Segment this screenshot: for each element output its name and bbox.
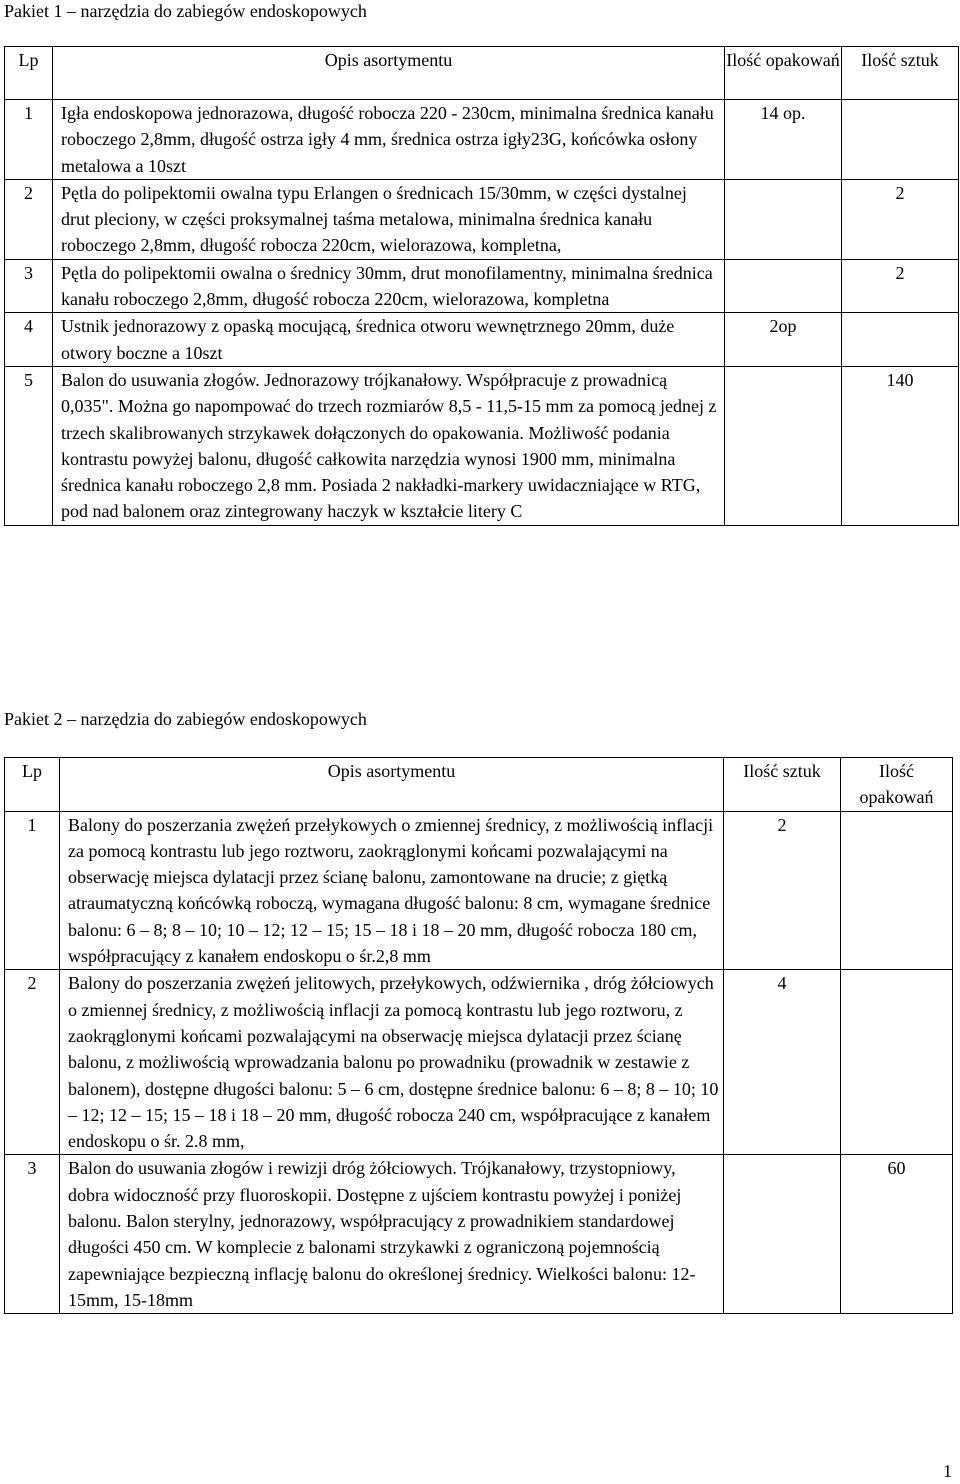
table-row xyxy=(5,100,959,180)
row-col3: 2 xyxy=(724,811,841,970)
row-lp: 3 xyxy=(5,259,53,313)
row-col4: 140 xyxy=(842,366,959,525)
row-desc: Igła endoskopowa jednorazowa, długość robocza 220 - 230cm, minimalna średnica kanału roboczego 2,8mm, długość ostrza igły 4 mm, średnica ostrza igły23G, końcówka osłony metalowa a 10szt xyxy=(53,100,725,180)
header-desc: Opis asortymentu xyxy=(60,758,724,812)
row-col3 xyxy=(725,366,842,525)
header-desc: Opis asortymentu xyxy=(53,47,725,100)
table-row xyxy=(5,811,953,970)
table-row xyxy=(5,179,959,259)
row-lp: 5 xyxy=(5,366,53,525)
header-col3: Ilość opakowań xyxy=(725,47,842,100)
header-col4: Ilość opakowań xyxy=(841,758,953,812)
section1-title: Pakiet 1 – narzędzia do zabiegów endoskopowych xyxy=(4,1,367,21)
row-desc: Ustnik jednorazowy z opaską mocującą, średnica otworu wewnętrznego 20mm, duże otwory boczne a 10szt xyxy=(53,313,725,367)
section1-table xyxy=(4,46,959,526)
row-lp: 2 xyxy=(5,179,53,259)
header-col4: Ilość sztuk xyxy=(842,47,959,100)
row-lp: 1 xyxy=(5,811,60,970)
row-col4: 2 xyxy=(842,259,959,313)
row-col4 xyxy=(841,811,953,970)
row-lp: 2 xyxy=(5,970,60,1155)
header-lp: Lp xyxy=(5,758,60,812)
row-desc: Pętla do polipektomii owalna o średnicy 30mm, drut monofilamentny, minimalna średnica kanału roboczego 2,8mm, długość robocza 220cm, wielorazowa, kompletna xyxy=(53,259,725,313)
row-col3 xyxy=(725,179,842,259)
row-lp: 3 xyxy=(5,1155,60,1314)
row-col3 xyxy=(724,1155,841,1314)
table-header-row xyxy=(5,758,953,812)
table-row xyxy=(5,259,959,313)
row-lp: 1 xyxy=(5,100,53,180)
row-desc: Balon do usuwania złogów. Jednorazowy trójkanałowy. Współpracuje z prowadnicą 0,035". Można go napompować do trzech rozmiarów 8,5 - 11,5-15 mm za pomocą jednej z trzech skalibrowanych strzykawek dołączonych do opakowania. Możliwość podania kontrastu powyżej balonu, długość całkowita narzędzia wynosi 1900 mm, minimalna średnica kanału roboczego 2,8 mm. Posiada 2 nakładki-markery uwidaczniające w RTG, pod nad balonem oraz zintegrowany haczyk w kształcie litery C xyxy=(53,366,725,525)
table-row xyxy=(5,1155,953,1314)
row-col4 xyxy=(841,970,953,1155)
table-row xyxy=(5,366,959,525)
row-col4: 2 xyxy=(842,179,959,259)
row-col4 xyxy=(842,313,959,367)
row-col4: 60 xyxy=(841,1155,953,1314)
table-row xyxy=(5,970,953,1155)
row-lp: 4 xyxy=(5,313,53,367)
table-row xyxy=(5,313,959,367)
row-col3: 2op xyxy=(725,313,842,367)
row-col4 xyxy=(842,100,959,180)
row-desc: Balony do poszerzania zwężeń jelitowych, przełykowych, odźwiernika , dróg żółciowych o zmiennej średnicy, z możliwością inflacji za pomocą kontrastu lub jego roztworu, z zaokrąglonymi końcami pozwalającymi na obserwację miejsca dylatacji przez ścianę balonu, z możliwością wprowadzania balonu po prowadniku (prowadnik w zestawie z balonem), dostępne długości balonu: 5 – 6 cm, dostępne średnice balonu: 6 – 8; 8 – 10; 10 – 12; 12 – 15; 15 – 18 i 18 – 20 mm, długość robocza 240 cm, współpracujące z kanałem endoskopu o śr. 2.8 mm, xyxy=(60,970,724,1155)
row-desc: Balony do poszerzania zwężeń przełykowych o zmiennej średnicy, z możliwością inflacji za pomocą kontrastu lub jego roztworu, zaokrąglonymi końcami pozwalającymi na obserwację miejsca dylatacji przez ścianę balonu, zamontowane na drucie; z giętką atraumatyczną końcówką roboczą, wymagana długość balonu: 8 cm, wymagane średnice balonu: 6 – 8; 8 – 10; 10 – 12; 12 – 15; 15 – 18 i 18 – 20 mm, długość robocza 180 cm, współpracujący z kanałem endoskopu o śr.2,8 mm xyxy=(60,811,724,970)
header-col3: Ilość sztuk xyxy=(724,758,841,812)
row-col3: 14 op. xyxy=(725,100,842,180)
section2-table xyxy=(4,757,953,1314)
row-desc: Pętla do polipektomii owalna typu Erlangen o średnicach 15/30mm, w części dystalnej drut pleciony, w części proksymalnej taśma metalowa, minimalna średnica kanału roboczego 2,8mm, długość robocza 220cm, wielorazowa, kompletna, xyxy=(53,179,725,259)
row-col3 xyxy=(725,259,842,313)
page-number: 1 xyxy=(943,1461,952,1481)
section2-title: Pakiet 2 – narzędzia do zabiegów endoskopowych xyxy=(4,709,367,729)
row-desc: Balon do usuwania złogów i rewizji dróg żółciowych. Trójkanałowy, trzystopniowy, dobra widoczność przy fluoroskopii. Dostępne z ujściem kontrastu powyżej i poniżej balonu. Balon sterylny, jednorazowy, współpracujący z prowadnikiem standardowej długości 450 cm. W komplecie z balonami strzykawki z ograniczoną pojemnością zapewniające bezpieczną inflację balonu do określonej średnicy. Wielkości balonu: 12-15mm, 15-18mm xyxy=(60,1155,724,1314)
row-col3: 4 xyxy=(724,970,841,1155)
table-header-row xyxy=(5,47,959,100)
header-lp: Lp xyxy=(5,47,53,100)
